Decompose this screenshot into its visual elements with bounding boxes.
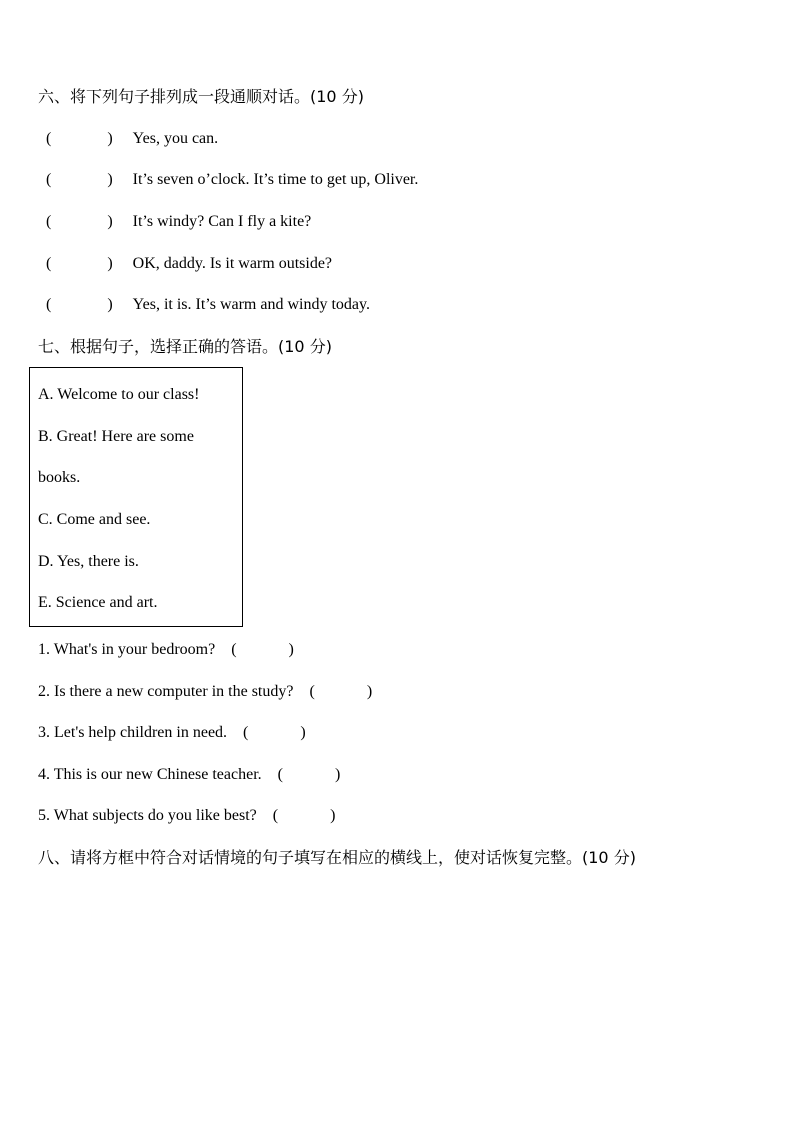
section-7-heading: 七、根据句子，选择正确的答语。(10 分) [38, 337, 332, 356]
option-a: A. Welcome to our class! [38, 386, 200, 403]
section-6-heading: 六、将下列句子排列成一段通顺对话。(10 分) [38, 87, 364, 106]
option-c: C. Come and see. [38, 511, 151, 528]
ordering-sentence: It’s windy? Can I fly a kite? [132, 213, 312, 230]
question-text: 4. This is our new Chinese teacher. [38, 766, 262, 783]
ordering-sentence: It’s seven o’clock. It’s time to get up, Oliver. [132, 171, 419, 188]
answer-open-paren: ( [46, 255, 52, 272]
ordering-item-3 [46, 212, 311, 232]
ordering-item-2 [46, 170, 418, 190]
answer-close-paren: ) [330, 807, 336, 824]
question-3 [38, 723, 306, 743]
section-8-heading: 八、请将方框中符合对话情境的句子填写在相应的横线上，使对话恢复完整。(10 分) [38, 848, 636, 867]
answer-close-paren: ) [300, 724, 306, 741]
answer-open-paren: ( [243, 724, 249, 741]
question-text: 5. What subjects do you like best? [38, 807, 257, 824]
answer-open-paren: ( [46, 171, 52, 188]
answer-close-paren: ) [107, 171, 113, 188]
ordering-sentence: Yes, you can. [132, 130, 219, 147]
answer-close-paren: ) [107, 255, 113, 272]
answer-close-paren: ) [107, 213, 113, 230]
ordering-sentence: Yes, it is. It’s warm and windy today. [132, 296, 370, 313]
answer-close-paren: ) [334, 766, 341, 783]
answer-close-paren: ) [288, 641, 294, 658]
question-text: 1. What's in your bedroom? [38, 641, 216, 658]
ordering-item-1 [46, 129, 218, 149]
answer-options-box [29, 367, 243, 627]
ordering-item-4 [46, 254, 332, 274]
answer-open-paren: ( [272, 807, 279, 824]
answer-close-paren: ) [366, 683, 373, 700]
answer-open-paren: ( [231, 641, 237, 658]
answer-open-paren: ( [46, 213, 52, 230]
question-2 [38, 682, 372, 702]
ordering-sentence: OK, daddy. Is it warm outside? [132, 255, 333, 272]
ordering-item-5 [46, 295, 370, 315]
option-b-continued: books. [38, 469, 81, 486]
answer-open-paren: ( [46, 130, 52, 147]
option-e: E. Science and art. [38, 594, 158, 611]
question-text: 3. Let's help children in need. [38, 724, 228, 741]
question-text: 2. Is there a new computer in the study? [38, 683, 294, 700]
answer-open-paren: ( [277, 766, 283, 783]
option-d: D. Yes, there is. [38, 553, 139, 570]
answer-close-paren: ) [107, 130, 113, 147]
question-4 [38, 765, 340, 785]
question-1 [38, 640, 294, 660]
answer-open-paren: ( [46, 296, 52, 313]
question-5 [38, 806, 335, 826]
answer-open-paren: ( [309, 683, 315, 700]
answer-close-paren: ) [107, 296, 113, 313]
option-b: B. Great! Here are some [38, 428, 194, 445]
